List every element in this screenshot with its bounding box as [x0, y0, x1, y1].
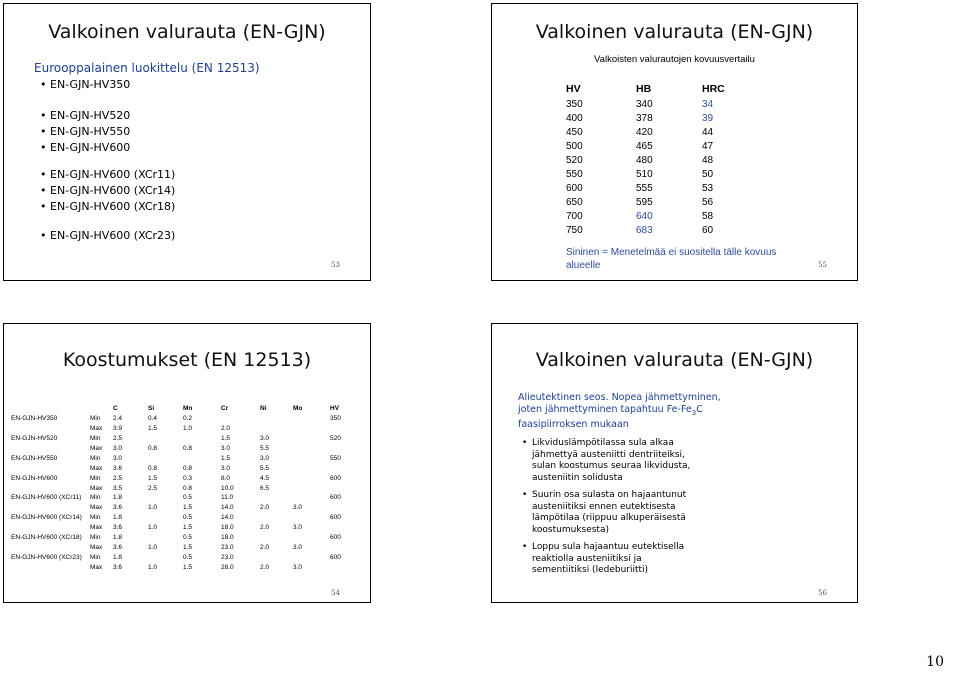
table-cell: [292, 493, 329, 503]
list-item: • Likviduslämpötilassa sula alkaa jähmettyä austeniitti dentriiteiksi, sulan koostumus seuraa likvidusta, austeniitin solidusta: [522, 438, 692, 484]
table-cell: [329, 542, 359, 552]
table-cell: 350: [330, 415, 341, 423]
table-cell: 8.0: [221, 474, 231, 482]
table-cell: [10, 503, 89, 513]
table-row: [10, 513, 359, 523]
table-cell: 1.0: [148, 563, 158, 571]
table-cell: [10, 562, 89, 572]
table-cell: 520: [330, 435, 341, 443]
table-cell: [259, 424, 292, 434]
table-cell: 3.0: [293, 563, 303, 571]
table-cell: 1.5: [183, 563, 193, 571]
cell-hv: 350: [566, 98, 583, 110]
table-row: [10, 434, 359, 444]
table-cell: [329, 523, 359, 533]
table-caption: Valkoisten valurautojen kovuusvertailu: [594, 54, 755, 65]
column-header: HB: [636, 83, 652, 95]
table-cell: 1.5: [183, 504, 193, 512]
intro-text-end: C faasipiirroksen mukaan: [518, 404, 703, 430]
table-cell: [329, 503, 359, 513]
table-cell: [292, 513, 329, 523]
list-item: • EN-GJN-HV600: [40, 140, 130, 156]
column-header: [10, 404, 89, 414]
table-cell: 600: [330, 474, 341, 482]
table-cell: 0.2: [183, 415, 193, 423]
table-row: [566, 125, 742, 139]
slide-title: Valkoinen valurauta (EN-GJN): [48, 21, 326, 43]
table-cell: Max: [90, 484, 103, 492]
grade-list-group-3: [40, 167, 175, 215]
table-cell: [10, 463, 89, 473]
table-row: [566, 97, 742, 111]
cell-hb: 510: [636, 168, 653, 180]
table-cell: 2.5: [113, 474, 123, 482]
list-item: • EN-GJN-HV350: [40, 77, 130, 93]
table-cell: 1.8: [113, 553, 123, 561]
column-header: HV: [566, 83, 581, 95]
list-item: • EN-GJN-HV520: [40, 108, 130, 124]
table-cell: 14.0: [221, 504, 234, 512]
table-cell: 4.5: [260, 474, 270, 482]
table-cell: 600: [330, 514, 341, 522]
table-cell: [292, 444, 329, 454]
table-cell: 3.6: [113, 524, 123, 532]
table-cell: 1.8: [113, 534, 123, 542]
table-cell: 1.5: [183, 524, 193, 532]
table-cell: Min: [90, 534, 101, 542]
table-cell: 0.8: [183, 464, 193, 472]
table-row: [10, 414, 359, 424]
table-row: [566, 181, 742, 195]
column-header: C: [113, 405, 118, 413]
table-cell: Min: [90, 494, 101, 502]
table-cell: [10, 444, 89, 454]
cell-hrc: 50: [702, 168, 714, 180]
table-cell: 14.0: [221, 514, 234, 522]
table-cell: [292, 533, 329, 543]
list-item: • EN-GJN-HV600 (XCr11): [40, 167, 175, 183]
grade-list-group-2: [40, 108, 130, 156]
table-cell: Max: [90, 524, 103, 532]
table-cell: 3.6: [113, 543, 123, 551]
cell-hrc: 58: [702, 210, 714, 222]
cell-hrc: 39: [702, 112, 714, 124]
slide-53: [3, 3, 371, 281]
table-cell: 10.0: [221, 484, 234, 492]
table-row: [566, 195, 742, 209]
table-cell: [329, 444, 359, 454]
table-cell: 5.5: [260, 445, 270, 452]
table-cell: 0.5: [183, 514, 193, 522]
table-cell: 2.0: [260, 504, 270, 512]
table-cell: [147, 513, 182, 523]
table-row: [10, 542, 359, 552]
table-cell: 2.0: [260, 563, 270, 571]
cell-hb: 378: [636, 112, 653, 124]
list-item: • Suurin osa sulasta on hajaantunut austeniitiksi ennen eutektisesta lämpötilaa (riippuu alkuperäisestä koostumuksesta): [522, 490, 692, 536]
composition-table: [10, 404, 359, 572]
cell-hv: 500: [566, 140, 583, 152]
cell-hb: 683: [636, 224, 653, 236]
table-row: [10, 463, 359, 473]
cell-hb: 480: [636, 154, 653, 166]
table-cell: 1.5: [221, 435, 231, 443]
table-cell: Min: [90, 553, 101, 561]
table-cell: [147, 493, 182, 503]
table-row: [10, 444, 359, 454]
cell-hb: 555: [636, 182, 653, 194]
table-cell: [10, 424, 89, 434]
slide-55: [491, 3, 858, 281]
table-cell: Max: [90, 464, 103, 472]
table-cell: [292, 453, 329, 463]
column-header: Cr: [221, 405, 229, 413]
cell-hb: 465: [636, 140, 653, 152]
bullet-list: [522, 438, 692, 577]
table-cell: [259, 493, 292, 503]
cell-hv: 550: [566, 168, 583, 180]
table-row: [10, 424, 359, 434]
table-cell: [259, 533, 292, 543]
table-cell: 3.6: [113, 464, 123, 472]
table-cell: [182, 453, 220, 463]
table-cell: [329, 463, 359, 473]
table-cell: 1.5: [183, 543, 193, 551]
table-cell: Min: [90, 435, 101, 443]
table-cell: 0.5: [183, 494, 193, 502]
table-cell: 0.8: [148, 445, 158, 452]
cell-hv: 750: [566, 224, 583, 236]
table-cell: [292, 434, 329, 444]
table-cell: [259, 513, 292, 523]
table-cell: EN-GJN-HV600 (XCr18): [11, 534, 82, 542]
table-cell: 28.0: [221, 563, 234, 571]
table-cell: 3.0: [293, 524, 303, 532]
table-row: [10, 453, 359, 463]
table-cell: Max: [90, 543, 103, 551]
table-row: [566, 223, 742, 237]
slide-title: Valkoinen valurauta (EN-GJN): [535, 349, 814, 371]
table-cell: [10, 523, 89, 533]
table-cell: EN-GJN-HV600: [11, 474, 58, 482]
table-cell: 600: [330, 553, 341, 561]
table-cell: [259, 552, 292, 562]
table-cell: 0.8: [183, 445, 193, 452]
slide-number: 55: [818, 261, 827, 269]
table-row: [566, 167, 742, 181]
table-cell: 3.9: [113, 425, 123, 433]
table-cell: 1.5: [148, 425, 158, 433]
slide-subtitle: Eurooppalainen luokittelu (EN 12513): [34, 61, 260, 75]
table-cell: [292, 463, 329, 473]
table-cell: 5.5: [260, 464, 270, 472]
cell-hv: 450: [566, 126, 583, 138]
table-cell: Max: [90, 504, 103, 512]
table-row: [10, 562, 359, 572]
table-cell: 3.0: [113, 454, 123, 462]
table-cell: 3.0: [260, 435, 270, 443]
table-row: [566, 153, 742, 167]
table-cell: 600: [330, 534, 341, 542]
table-cell: 1.5: [148, 474, 158, 482]
table-cell: EN-GJN-HV600 (XCr23): [11, 553, 82, 561]
slide-title: Koostumukset (EN 12513): [62, 349, 312, 371]
column-header: [89, 404, 112, 414]
table-row: [10, 523, 359, 533]
grade-list-group-1: [40, 77, 130, 93]
table-cell: 18.0: [221, 534, 234, 542]
table-cell: Max: [90, 425, 103, 433]
table-cell: [292, 424, 329, 434]
table-cell: 3.0: [293, 504, 303, 512]
column-header: HRC: [702, 83, 725, 95]
table-cell: 2.0: [260, 524, 270, 532]
list-item: • EN-GJN-HV600 (XCr14): [40, 183, 175, 199]
table-cell: [329, 483, 359, 493]
table-cell: [329, 424, 359, 434]
slide-number: 54: [331, 589, 340, 597]
table-row: [566, 209, 742, 223]
list-item: • EN-GJN-HV600 (XCr18): [40, 199, 175, 215]
table-cell: Min: [90, 514, 101, 522]
table-cell: [292, 414, 329, 424]
cell-hrc: 56: [702, 196, 714, 208]
table-cell: 0.3: [183, 474, 193, 482]
table-cell: [329, 562, 359, 572]
table-row: [10, 503, 359, 513]
table-cell: Max: [90, 563, 103, 571]
table-cell: 23.0: [221, 553, 234, 561]
cell-hb: 640: [636, 210, 653, 222]
table-cell: 2.4: [113, 415, 123, 423]
table-cell: 1.8: [113, 514, 123, 522]
table-cell: 3.6: [113, 563, 123, 571]
table-cell: 3.0: [113, 445, 123, 452]
intro-text: [518, 392, 728, 431]
cell-hrc: 48: [702, 154, 714, 166]
cell-hv: 600: [566, 182, 583, 194]
table-cell: EN-GJN-HV600 (XCr14): [11, 514, 82, 522]
page-number: 10: [926, 654, 944, 670]
table-cell: [147, 453, 182, 463]
table-cell: [259, 414, 292, 424]
column-header: Mn: [183, 405, 193, 413]
table-cell: 0.8: [148, 464, 158, 472]
grade-list-group-4: [40, 228, 175, 244]
table-cell: 3.0: [293, 543, 303, 551]
table-cell: EN-GJN-HV350: [11, 415, 58, 423]
table-cell: 1.0: [148, 504, 158, 512]
cell-hv: 400: [566, 112, 583, 124]
table-cell: Max: [90, 445, 103, 452]
table-cell: 0.5: [183, 553, 193, 561]
cell-hrc: 60: [702, 224, 714, 236]
table-cell: [10, 483, 89, 493]
table-cell: [10, 542, 89, 552]
table-cell: 18.0: [221, 524, 234, 532]
cell-hv: 700: [566, 210, 583, 222]
slide-number: 53: [331, 261, 340, 269]
table-cell: 2.0: [260, 543, 270, 551]
intro-text-main: Alieutektinen seos. Nopea jähmettyminen, joten jähmettyminen tapahtuu Fe-Fe: [518, 392, 721, 415]
table-cell: 1.0: [148, 543, 158, 551]
table-cell: EN-GJN-HV600 (XCr11): [11, 494, 82, 502]
cell-hrc: 44: [702, 126, 714, 138]
cell-hrc: 34: [702, 98, 714, 110]
legend-note: Sininen = Menetelmää ei suositella tälle kovuus alueelle: [566, 247, 777, 271]
table-row: [566, 139, 742, 153]
slide-title: Valkoinen valurauta (EN-GJN): [535, 21, 814, 43]
table-cell: 3.0: [260, 454, 270, 462]
table-cell: 550: [330, 454, 341, 462]
table-cell: 0.5: [183, 534, 193, 542]
table-row: [566, 111, 742, 125]
table-row: [10, 473, 359, 483]
cell-hv: 650: [566, 196, 583, 208]
hardness-table: [566, 81, 742, 237]
slide-number: 56: [818, 589, 827, 597]
column-header: Mo: [293, 405, 303, 413]
table-cell: 1.0: [183, 425, 193, 433]
table-row: [10, 533, 359, 543]
cell-hrc: 53: [702, 182, 714, 194]
table-cell: [147, 533, 182, 543]
table-cell: 2.5: [148, 484, 158, 492]
list-item: • EN-GJN-HV550: [40, 124, 130, 140]
table-cell: 600: [330, 494, 341, 502]
table-cell: [147, 434, 182, 444]
table-cell: [147, 552, 182, 562]
table-cell: [292, 483, 329, 493]
table-cell: Min: [90, 454, 101, 462]
table-cell: 0.4: [148, 415, 158, 423]
table-row: [10, 552, 359, 562]
column-header: Si: [148, 405, 155, 413]
list-item: • EN-GJN-HV600 (XCr23): [40, 228, 175, 244]
table-cell: 1.5: [221, 454, 231, 462]
table-cell: 2.5: [113, 435, 123, 443]
table-row: [10, 493, 359, 503]
table-cell: 2.0: [221, 425, 231, 433]
column-header: Ni: [260, 405, 267, 413]
table-cell: 1.0: [148, 524, 158, 532]
table-cell: Min: [90, 474, 101, 482]
cell-hb: 340: [636, 98, 653, 110]
table-cell: EN-GJN-HV520: [11, 435, 58, 443]
cell-hb: 595: [636, 196, 653, 208]
column-header: HV: [330, 405, 340, 413]
table-cell: [292, 473, 329, 483]
cell-hrc: 47: [702, 140, 714, 152]
cell-hv: 520: [566, 154, 583, 166]
table-cell: 1.8: [113, 494, 123, 502]
table-cell: 3.0: [221, 464, 231, 472]
table-cell: 3.0: [221, 445, 231, 452]
table-cell: 3.5: [113, 484, 123, 492]
table-row: [10, 483, 359, 493]
table-cell: EN-GJN-HV550: [11, 454, 58, 462]
slide-54: [3, 323, 371, 603]
table-cell: 0.8: [183, 484, 193, 492]
table-cell: [292, 552, 329, 562]
cell-hb: 420: [636, 126, 653, 138]
table-cell: [220, 414, 259, 424]
table-cell: 6.5: [260, 484, 270, 492]
table-cell: 11.0: [221, 494, 234, 502]
slide-56: [491, 323, 858, 603]
table-cell: 3.6: [113, 504, 123, 512]
table-cell: [182, 434, 220, 444]
intro-subscript: 3: [691, 408, 697, 417]
list-item: • Loppu sula hajaantuu eutektisella reaktiolla austeniitiksi ja sementiitiksi (ledeburiitti): [522, 542, 692, 577]
table-cell: Min: [90, 415, 101, 423]
table-cell: 23.0: [221, 543, 234, 551]
